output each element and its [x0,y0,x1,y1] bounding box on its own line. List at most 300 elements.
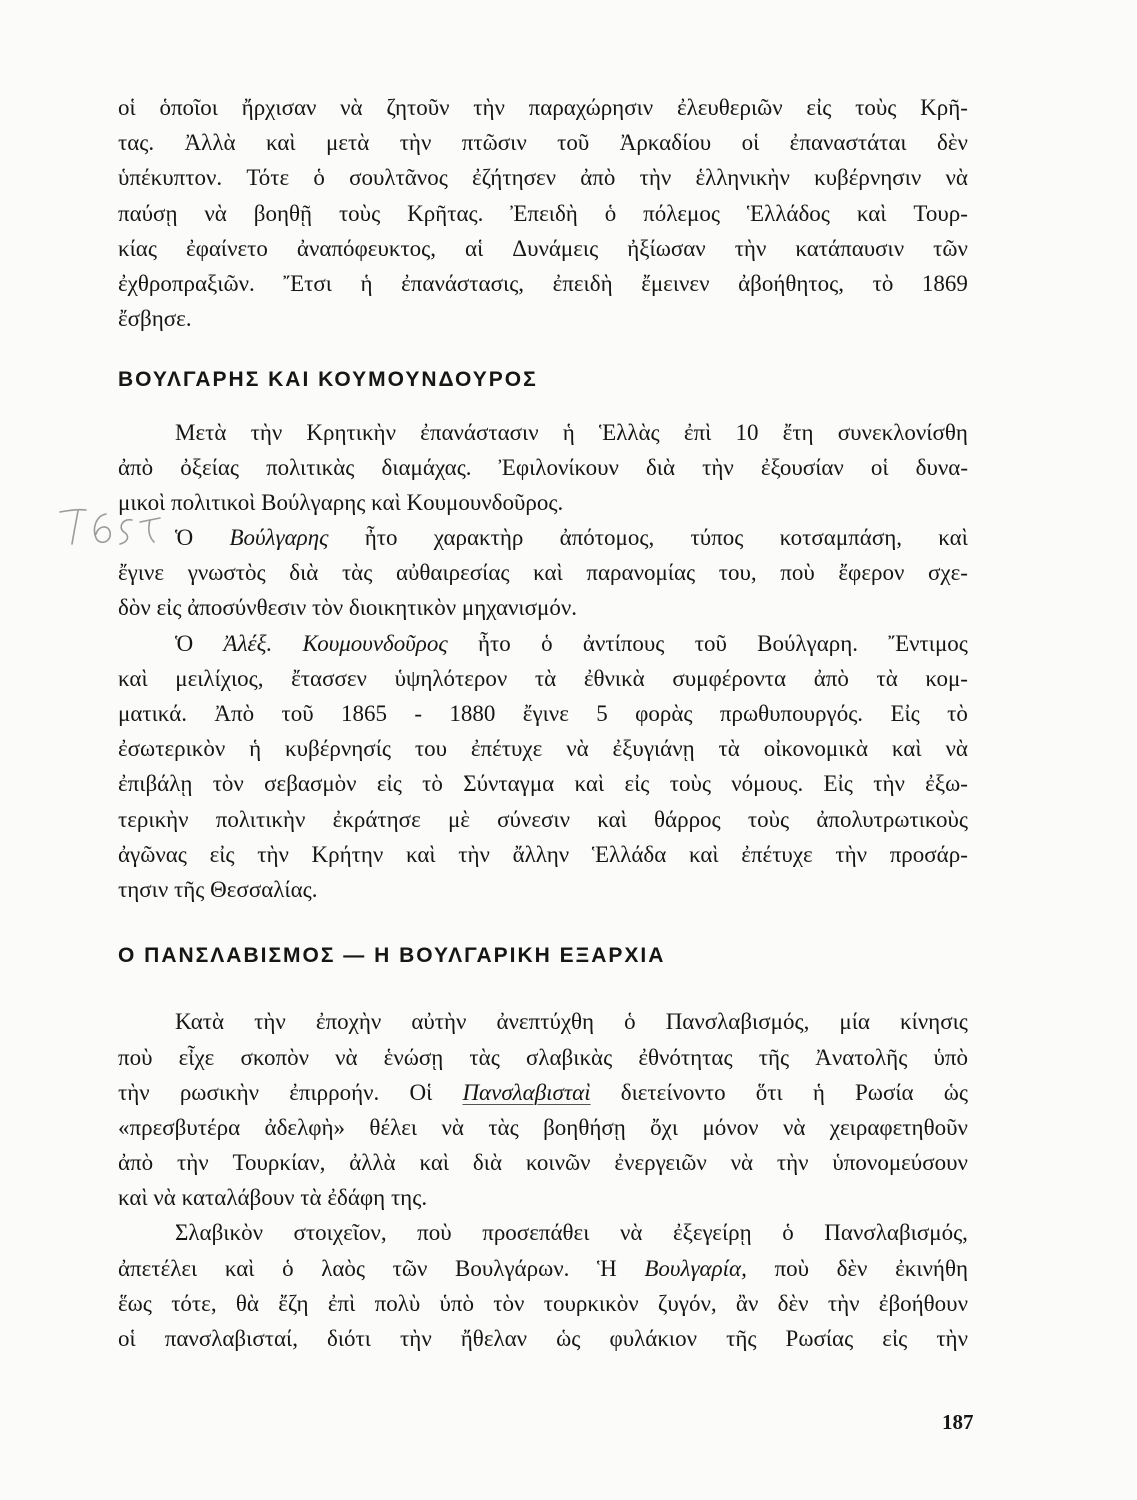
word: Εἰς [890,701,920,726]
paragraph-crete-revolution-end [118,90,968,336]
word: ἐβοήθουν [878,1290,968,1316]
word: ἀπολυτρωτικοὺς [816,806,968,832]
word: ἡ [360,270,373,296]
word: παρανομίας [586,560,696,586]
text-line [118,266,968,301]
word: πτῶσιν [461,130,527,156]
text-line [118,231,968,266]
word: αἱ [465,235,484,261]
word: Ἀπὸ [214,701,255,726]
word: τῶν [392,1255,428,1281]
word: 1869 [921,270,968,296]
word: Τουρκίαν, [232,1150,326,1176]
word: καὶ [224,1255,255,1281]
word: καὶ [856,200,887,226]
word: καὶ [405,841,436,867]
word: Ἑλλάδος [746,200,830,226]
word: ἦτο [478,630,511,656]
word: φορὰς [635,701,693,726]
word: τὴν [257,841,289,867]
word: οἱ [741,130,760,156]
word: ἀπὸ [580,165,616,191]
word: ἤθελαν [460,1326,528,1351]
word: νὰ [335,1044,358,1070]
word: νὰ [204,200,227,226]
word: ἐνεργειῶν [614,1150,707,1176]
word: ἄλλην [512,841,570,867]
word: καὶ [371,489,401,515]
word: Ἀνατολῆς [815,1044,908,1070]
text-line [118,555,968,590]
word: Ἀρκαδίου [619,130,712,156]
word: δυνα- [915,454,968,480]
text-line [118,90,968,125]
word: πολὺ [374,1290,421,1316]
word: εἰς [806,95,832,120]
word: Ρωσίας [785,1326,854,1351]
word: ἐπανάστασιν [420,419,539,445]
word: ἐξω- [925,771,968,797]
text-line [118,1215,968,1250]
word: τησιν [118,876,169,902]
word: προσάρ- [889,841,968,867]
word: τὰ [876,665,898,691]
text-line [118,520,968,555]
word: Κρήτην [311,841,384,867]
word: ἀπότομος, [559,525,655,551]
word: ὑψηλότερον [394,665,508,691]
word: παύσῃ [118,200,178,226]
word: Βούλγαρης [229,525,329,551]
word: ρωσικὴν [179,1079,260,1105]
word: Ἡ [597,1255,617,1281]
word: Κρῆ- [920,95,968,120]
text-line [118,872,968,907]
word: εἰς [156,595,182,621]
word: ὁ [541,630,553,656]
word: τὴν [936,1326,968,1351]
word: τὴν [250,419,283,445]
word: ὑπὸ [933,1044,968,1070]
word: οἰκονομικὰ [763,736,869,762]
word: διὰ [472,1150,502,1176]
word: 1865 [341,701,387,726]
text-line [118,661,968,696]
word: τὸν [311,595,344,621]
page-number: 187 [942,1410,974,1434]
word: κοτσαμπάση, [779,525,903,551]
word: τοῦ [694,630,727,656]
word: «πρεσβυτέρα [118,1114,241,1140]
word: ὁ [782,1220,794,1246]
word: ὡς [556,1326,581,1351]
text-line [118,485,968,520]
word: τὴν [177,1150,209,1176]
word: ἐξουσίαν [760,454,844,480]
word: τοὺς [855,95,897,120]
word: ἕως [118,1290,152,1316]
word: κυβέρνησίς [285,736,391,762]
word: ἐλευθεριῶν [676,95,783,120]
word: Ἔτσι [283,270,332,296]
word: σχε- [927,560,968,586]
word: τοὺς [338,200,381,226]
word: Ἀλλὰ [184,130,236,156]
word: ποὺ [780,560,815,586]
word: Ὁ [175,525,194,551]
word: ἐπανάστασις, [401,270,525,296]
word: σλαβικὰς [525,1044,613,1070]
text-line [118,1004,968,1039]
word: τὴν [702,454,734,480]
word: καὶ [118,665,148,691]
word: Τότε [246,165,290,191]
word: ἀποσύνθεσιν [187,595,307,621]
word: γνωστὸς [187,560,266,586]
word: ὁποῖοι [159,95,218,120]
word: πολιτικὴν [215,806,306,832]
word: Βούλγαρη. [757,630,859,656]
word: διὰ [289,560,319,586]
text-line [118,1180,968,1215]
word: τοὺς [747,806,790,832]
word: Βούλγαρης [261,489,366,515]
word: ἑνώσῃ [383,1044,444,1070]
word: αὐθαιρεσίας [395,560,510,586]
word: μὲ [447,806,470,832]
word: καὶ [938,525,968,551]
word: Κουμουνδοῦρος [302,630,448,656]
word: σεβασμὸν [264,771,357,797]
word: ποὺ [417,1220,452,1246]
word: ὑπὸ [439,1290,475,1316]
word: βοηθῇ [253,200,313,226]
word: ἀπὸ [118,454,154,480]
word: τὰ [300,1185,322,1211]
word: ἔφερον [838,560,905,586]
word: ἐπιρροήν. [289,1079,380,1105]
word: Θεσσαλίας. [210,876,318,902]
text-line [118,1040,968,1075]
word: νὰ [730,1150,754,1176]
word: πολιτικοὶ [171,489,256,515]
word: Ἑλλάδα [591,841,667,867]
word: ἡ [249,736,262,762]
word: τοῦ [557,130,590,156]
word: εἰς [882,1326,908,1351]
word: Κρητικὴν [306,419,396,445]
word: Ἔντιμος [888,630,968,656]
word: οἱ [118,95,136,120]
word: Σλαβικὸν [175,1220,263,1246]
word: σύνεσιν [497,806,570,832]
word: 10 [735,419,759,445]
text-line [118,696,968,731]
word: τὸ [872,270,894,296]
word: Οἱ [409,1079,433,1105]
word: καταλάβουν [181,1185,295,1211]
word: μία [839,1009,870,1035]
word: χαρακτὴρ [433,525,524,551]
word: ἐπέτυχε [741,841,813,867]
word: ἀπὸ [813,665,849,691]
word: τοὺς [669,771,711,797]
word: στοιχεῖον, [293,1220,387,1246]
word: ζητοῦν [386,95,450,120]
word: τῶν [933,235,968,261]
word: τὴν [639,165,672,191]
word: Ἐπειδὴ [510,200,578,226]
word: ἐθνικὰ [583,665,645,691]
word: συνεκλονίσθη [837,419,968,445]
section-heading-panslavism: Ο ΠΑΝΣΛΑΒΙΣΜΟΣ — Η ΒΟΥΛΓΑΡΙΚΗ ΕΞΑΡΧΙΑ [118,944,666,968]
word: ἔγινε [522,701,569,726]
text-line [118,1286,968,1321]
word: ἠξίωσαν [627,235,706,261]
word: ὁ [282,1255,294,1281]
word: διαμάχας. [381,454,472,480]
word: ἔγινε [118,560,165,586]
text-line [118,160,968,195]
word: μετὰ [325,130,370,156]
word: νὰ [153,1185,176,1211]
word: μικοὶ [118,489,166,515]
word: διοικητικὸν [348,595,457,621]
text-line [118,1075,968,1110]
word: ἐξεγείρῃ [672,1220,752,1246]
word: νὰ [340,95,363,120]
text-line [118,1110,968,1145]
word: ἐπαναστάται [789,130,907,156]
word: τῆς [758,1044,790,1070]
word: καὶ [533,560,563,586]
word: τὴν [776,1150,809,1176]
word: καὶ [891,736,922,762]
word: Κατὰ [175,1009,225,1035]
word: ἀπετέλει [118,1255,198,1281]
word: ἐποχὴν [315,1009,382,1035]
word: Ρωσία [855,1079,914,1105]
word: ἐκράτησε [332,806,421,832]
text-line [118,301,968,336]
word: 5 [596,701,608,726]
word: ἔτασσεν [291,665,367,691]
word: ὁ [604,200,617,226]
word: ἐξυγιάνῃ [612,736,695,762]
text-line [118,626,968,661]
text-line [118,1145,968,1180]
word: λαὸς [321,1255,366,1281]
word: ποὺ [118,1044,153,1070]
word: νὰ [566,736,589,762]
word: Σύνταγμα [463,771,555,797]
word: ἀναπόφευκτος, [296,235,437,261]
word: τὰ [534,665,557,691]
word: χειραφετηθοῦν [829,1114,968,1140]
word: ἐζήτησεν [472,165,557,191]
text-line [118,802,968,837]
word: ἔσβησε. [118,306,192,332]
word: Ἐφιλονίκουν [498,454,619,480]
word: ὁ [624,1009,636,1035]
word: ἐσωτερικὸν [118,736,226,762]
word: καὶ [419,1150,450,1176]
word: τὸ [947,701,968,726]
word: καὶ [597,806,627,832]
word: φυλάκιον [609,1326,698,1351]
word: εἰς [624,771,650,797]
page-text-block [118,90,968,1356]
word: Δυνάμεις [512,235,599,261]
word: ἐπὶ [327,1290,356,1316]
word: κυβέρνησιν [814,165,922,191]
word: τὴν [734,235,767,261]
word: τότε, [171,1290,217,1316]
word: Κουμουνδοῦρος. [406,489,564,515]
word: τοῦ [281,701,314,726]
word: τὴν [400,1326,432,1351]
text-line [118,766,968,801]
word: - [414,701,423,726]
word: σουλτᾶνος [349,165,448,191]
word: ἔμεινεν [641,270,710,296]
word: ἐπειδὴ [552,270,613,296]
word: ἀνεπτύχθη [496,1009,595,1035]
word: Κρῆτας. [407,200,484,226]
word: ἤρχισαν [241,95,317,120]
word: Ἑλλὰς [599,419,660,445]
word: τύπος [690,525,744,551]
word: Ὁ [175,630,194,656]
word: θέλει [369,1114,418,1140]
word: εἰς [376,771,402,797]
word: νὰ [619,1220,643,1246]
text-line [118,1251,968,1286]
word: ἂν [735,1290,759,1316]
word: ἀβοήθητος, [738,270,844,296]
text-line [118,837,968,872]
word: Τουρ- [913,200,968,226]
word: τὴν [458,841,490,867]
word: εἶχε [178,1044,215,1070]
word: κίας [118,235,157,261]
word: πολιτικὰς [266,454,355,480]
word: Μετὰ [175,419,227,445]
word: προσεπάθει [482,1220,590,1246]
word: ἔζη [278,1290,309,1316]
word: ἀλλὰ [349,1150,396,1176]
word: κοινῶν [525,1150,591,1176]
word: τὴν [827,1290,860,1316]
word: πανσλαβισταί, [164,1326,298,1351]
word: τὴν [118,1079,150,1105]
word: ὄχι [650,1114,679,1140]
word: τας. [118,130,155,156]
word: τῆς [726,1326,757,1351]
word: τὰ [718,736,740,762]
word: ἐπὶ [683,419,712,445]
paragraph-political-disputes [118,415,968,521]
word: ὡς [943,1079,968,1105]
text-line [118,590,968,625]
word: τὰς [341,560,373,586]
word: ἀπὸ [118,1150,154,1176]
word: διετείνοντο [620,1079,726,1105]
word: ὁ [313,165,325,191]
paragraph-koumoundouros [118,626,968,908]
word: τὴν [399,130,432,156]
word: του [414,736,447,762]
word: νὰ [945,736,968,762]
word: Ἀλέξ. [223,630,273,656]
word: τὴν [835,841,868,867]
word: βοηθήσῃ [543,1114,626,1140]
word: μηχανισμόν. [461,595,577,621]
word: τὰς [469,1044,500,1070]
word: κατάπαυσιν [795,235,905,261]
word: ὑπέκυπτον. [118,165,223,191]
word: νὰ [782,1114,806,1140]
paragraph-panslavism [118,1004,968,1215]
word: ἦτο [364,525,398,551]
word: οἱ [118,1326,136,1351]
word: πόλεμος [643,200,720,226]
word: τὸ [422,771,443,797]
word: ποὺ [774,1255,809,1281]
word: δὲν [836,1255,868,1281]
word: σκοπὸν [240,1044,309,1070]
word: τουρκικὸν [543,1290,639,1316]
word: εἰς [209,841,235,867]
text-line [118,196,968,231]
word: τῆς [174,876,205,902]
section-heading-voulgaris-koumoundouros: ΒΟΥΛΓΑΡΗΣ ΚΑΙ ΚΟΥΜΟΥΝΔΟΥΡΟΣ [118,368,538,392]
word: ζυγόν, [657,1290,717,1316]
word: δὸν [118,595,151,621]
word: ἐφαίνετο [185,235,268,261]
word: τὰς [488,1114,519,1140]
word: νὰ [441,1114,464,1140]
word: παραχώρησιν [528,95,654,120]
word: μόνον [702,1114,759,1140]
word: ἡ [812,1079,825,1105]
word: ὑπονομεύσουν [832,1150,968,1176]
word: ὀξείας [180,454,239,480]
word: ἐπέτυχε [470,736,543,762]
word: ἀδελφὴ» [264,1114,346,1140]
word: Πανσλαβισμός, [665,1009,810,1035]
word: Βουλγαρία, [644,1255,747,1281]
word: κίνησις [900,1009,968,1035]
word: καὶ [574,771,605,797]
word: καὶ [688,841,719,867]
word: νόμους. [731,771,804,797]
word: ἀγῶνας [118,841,187,867]
word: ἑλληνικὴν [695,165,790,191]
word: θάρρος [654,806,721,832]
word: νὰ [945,165,968,191]
word: Εἰς [823,771,853,797]
word: διότι [327,1326,371,1351]
text-line [118,731,968,766]
word: κομ- [925,665,968,691]
text-line [118,1321,968,1356]
word: τὴν [254,1009,286,1035]
word: ἐπιβάλῃ [118,771,193,797]
word: τὴν [473,95,505,120]
word: του, [718,560,757,586]
word: τὴν [873,771,905,797]
